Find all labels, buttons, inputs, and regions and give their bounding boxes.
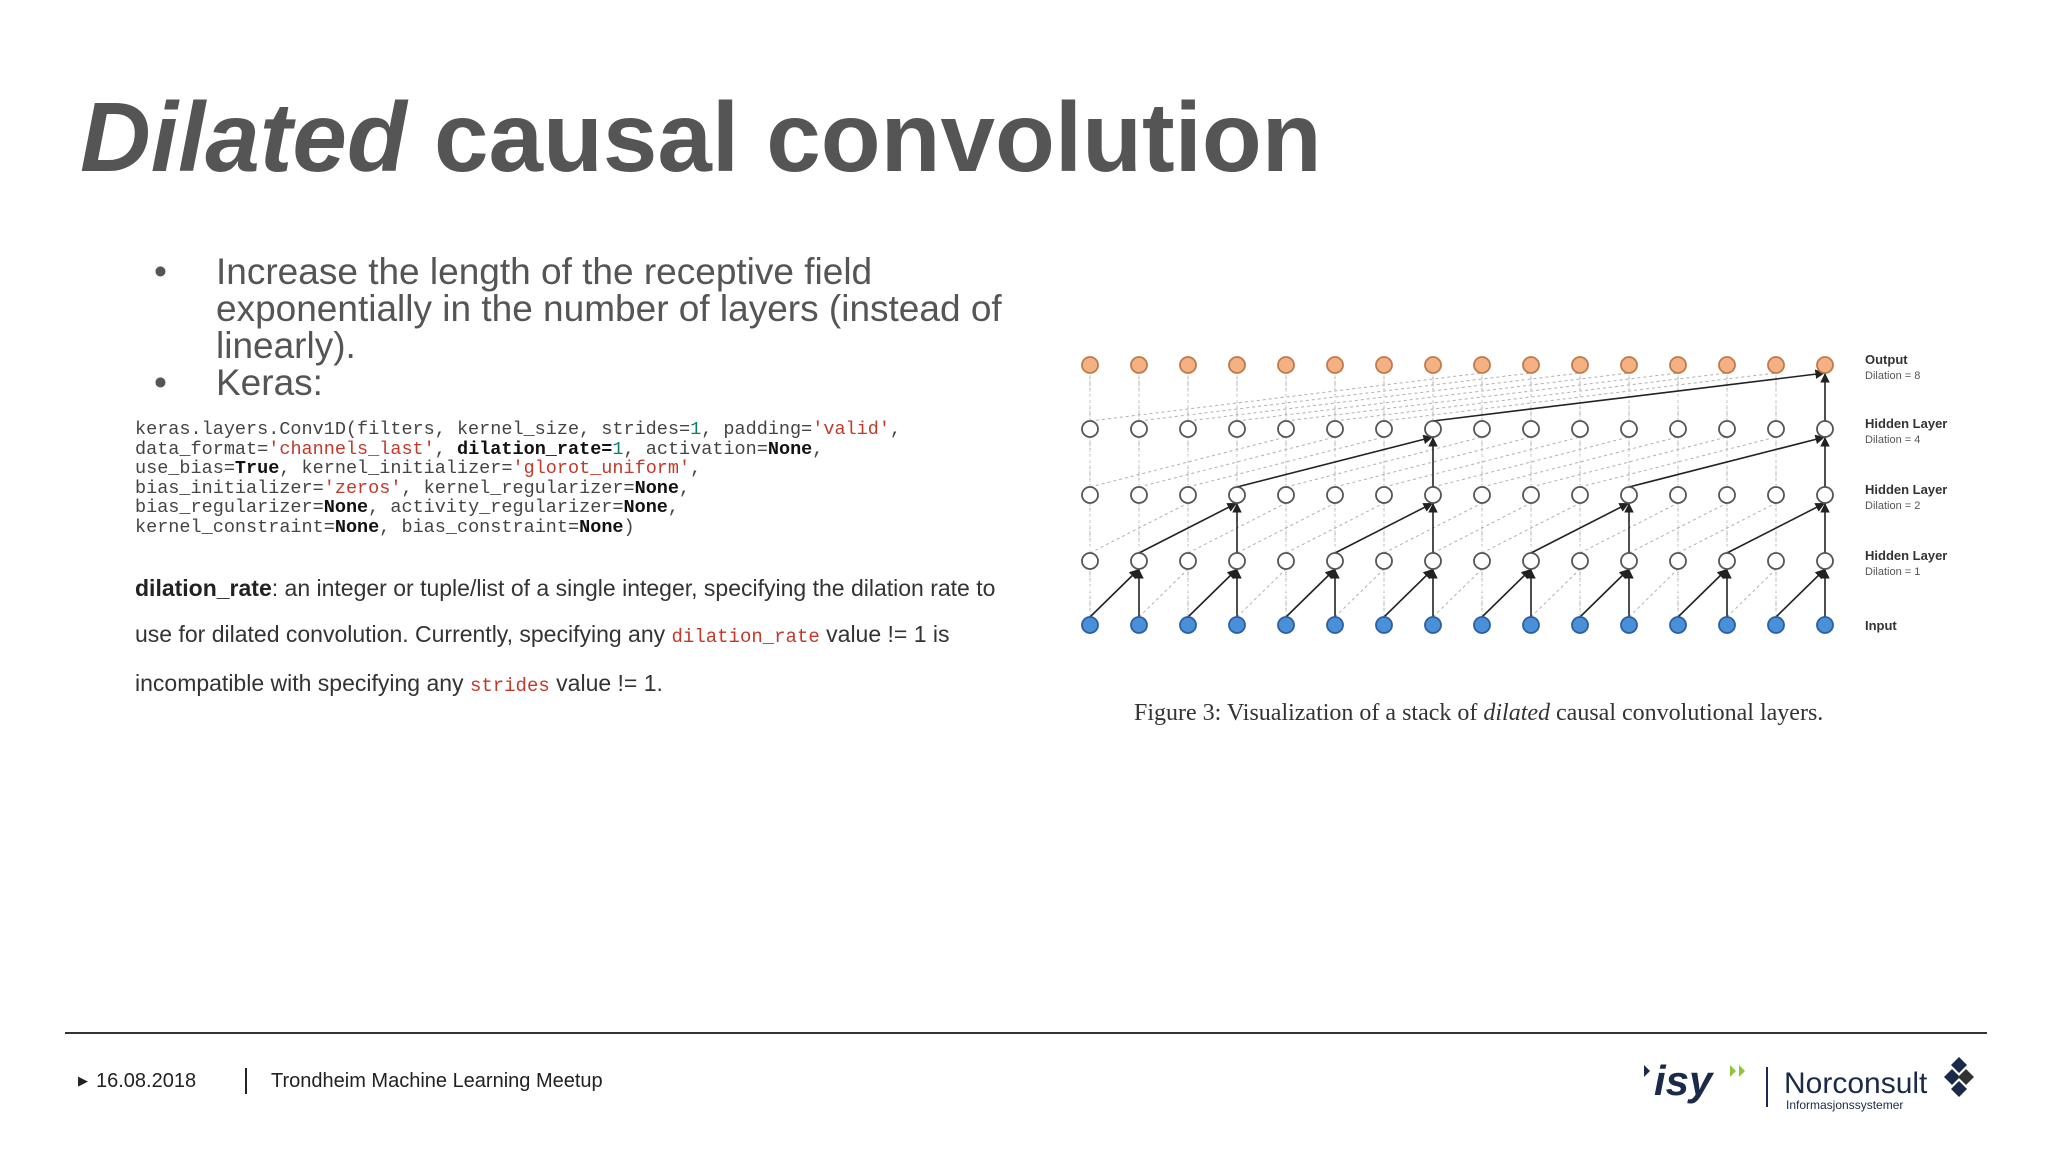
neuron-node: [1523, 487, 1539, 503]
code-token: , kernel_initializer=: [279, 458, 513, 480]
code-token: bias_initializer=: [135, 477, 324, 499]
neuron-node: [1572, 357, 1588, 373]
neuron-node: [1180, 617, 1196, 633]
layer-0-nodes: [1082, 357, 1833, 373]
description-part3: value != 1.: [549, 670, 663, 696]
bullet-text-receptive-field: Increase the length of the receptive field exponentially in the number of layers (instead of linearly).: [216, 251, 1002, 366]
isy-logo-icon: [1644, 1057, 1745, 1104]
dashed-link: [1237, 569, 1286, 617]
code-line: [135, 440, 901, 460]
neuron-node: [1670, 487, 1686, 503]
neuron-node: [1278, 553, 1294, 569]
neuron-node: [1572, 421, 1588, 437]
dashed-link: [1531, 569, 1580, 617]
neuron-node: [1719, 487, 1735, 503]
code-token: 'zeros': [323, 477, 402, 499]
arrow-link: [1776, 569, 1825, 617]
description-term: dilation_rate: [135, 575, 272, 601]
arrow-link: [1678, 569, 1727, 617]
bullet-item: [150, 253, 1030, 364]
code-line: [135, 420, 901, 440]
neuron-node: [1082, 421, 1098, 437]
neuron-node: [1523, 421, 1539, 437]
code-token: 'channels_last': [268, 438, 435, 460]
layer-label: Hidden Layer: [1865, 548, 1948, 563]
code-token: kernel_constraint=: [135, 516, 335, 538]
code-token: 1: [612, 438, 624, 460]
footer-date: [78, 1070, 196, 1093]
neuron-node: [1425, 357, 1441, 373]
layer-4-nodes: [1082, 617, 1833, 633]
neuron-node: [1670, 553, 1686, 569]
neuron-node: [1425, 617, 1441, 633]
neuron-node: [1425, 487, 1441, 503]
neuron-node: [1229, 487, 1245, 503]
neuron-node: [1278, 617, 1294, 633]
description-code-dilation-rate: dilation_rate: [671, 626, 820, 648]
neuron-node: [1817, 357, 1833, 373]
neuron-node: [1131, 487, 1147, 503]
caption-italic: dilated: [1483, 700, 1551, 726]
neuron-node: [1474, 553, 1490, 569]
neuron-node: [1376, 487, 1392, 503]
neuron-node: [1670, 617, 1686, 633]
neuron-node: [1327, 487, 1343, 503]
neuron-node: [1474, 357, 1490, 373]
layer-label: Output: [1865, 352, 1908, 367]
arrow-link: [1580, 569, 1629, 617]
code-token: 1: [690, 419, 702, 440]
dashed-link: [1139, 569, 1188, 617]
neuron-node: [1082, 617, 1098, 633]
layer-dilation-label: Dilation = 4: [1865, 434, 1921, 446]
arrow-link: [1286, 569, 1335, 617]
solid-arrows: [1090, 373, 1825, 617]
code-token: True: [234, 458, 280, 480]
code-token: None: [767, 438, 813, 460]
neuron-node: [1670, 421, 1686, 437]
code-token: bias_regularizer=: [135, 497, 324, 519]
code-token: None: [579, 516, 624, 538]
layer-dilation-label: Dilation = 2: [1865, 500, 1921, 512]
code-token: None: [623, 497, 668, 519]
code-token: use_bias=: [135, 458, 235, 480]
code-token: ,: [690, 458, 702, 480]
code-token: None: [334, 516, 380, 538]
layer-label: Hidden Layer: [1865, 482, 1948, 497]
bullet-text-keras: Keras:: [216, 362, 323, 403]
code-token: ): [623, 516, 635, 538]
code-token: None: [634, 477, 680, 499]
neuron-node: [1278, 421, 1294, 437]
logo-company-text: Norconsult: [1784, 1067, 1928, 1100]
neuron-node: [1082, 553, 1098, 569]
code-line: [135, 498, 901, 518]
code-line: [135, 518, 901, 538]
dilation-rate-description: [135, 565, 1015, 709]
neuron-node: [1131, 421, 1147, 437]
logo-sub-text: Informasjonssystemer: [1786, 1098, 1904, 1112]
arrow-link: [1188, 569, 1237, 617]
vertical-guides: [1090, 365, 1825, 625]
footer-event: Trondheim Machine Learning Meetup: [271, 1070, 603, 1092]
neuron-node: [1131, 617, 1147, 633]
code-token: 'glorot_uniform': [512, 458, 691, 480]
bullet-marker: •: [154, 251, 167, 292]
neuron-node: [1768, 357, 1784, 373]
neuron-node: [1425, 553, 1441, 569]
dilated-convolution-figure: [1060, 335, 1980, 655]
neuron-node: [1768, 553, 1784, 569]
neuron-node: [1817, 487, 1833, 503]
neuron-node: [1131, 553, 1147, 569]
code-token: , activation=: [623, 438, 768, 460]
neuron-node: [1719, 617, 1735, 633]
neuron-node: [1278, 357, 1294, 373]
neuron-node: [1719, 421, 1735, 437]
neuron-node: [1229, 357, 1245, 373]
arrow-link: [1384, 569, 1433, 617]
caption-prefix: Figure 3: Visualization of a stack of: [1134, 700, 1484, 726]
code-token: dilation_rate=: [456, 438, 613, 460]
code-block: [135, 420, 901, 538]
code-token: , bias_constraint=: [379, 516, 580, 538]
neuron-node: [1180, 421, 1196, 437]
neuron-node: [1474, 421, 1490, 437]
dashed-link: [1433, 569, 1482, 617]
neuron-node: [1817, 553, 1833, 569]
neuron-node: [1376, 553, 1392, 569]
description-part1: : an integer or tuple/list of a single integer, specifying the dilation rate to use for dilated convolution. Currently, specifying any: [135, 575, 996, 647]
footer-date-text: 16.08.2018: [96, 1070, 197, 1092]
neuron-node: [1768, 617, 1784, 633]
neuron-node: [1572, 617, 1588, 633]
logo-isy-text: isy: [1654, 1057, 1713, 1104]
layer-label: Input: [1865, 618, 1897, 633]
code-token: ,: [667, 497, 680, 519]
code-token: 'valid': [812, 419, 890, 440]
neuron-node: [1082, 487, 1098, 503]
neuron-node: [1572, 553, 1588, 569]
neuron-node: [1376, 421, 1392, 437]
layer-2-nodes: [1082, 487, 1833, 503]
neuron-node: [1621, 553, 1637, 569]
dashed-link: [1629, 569, 1678, 617]
isy-norconsult-logo: [1640, 1055, 1990, 1115]
code-token: ,: [889, 419, 902, 440]
footer-separator: [245, 1068, 247, 1094]
code-token: , activity_regularizer=: [368, 497, 624, 519]
caption-suffix: causal convolutional layers.: [1550, 700, 1824, 726]
code-token: None: [323, 497, 369, 519]
code-token: ,: [679, 477, 691, 499]
neuron-node: [1817, 421, 1833, 437]
code-line: [135, 459, 901, 479]
title-rest: causal convolution: [406, 82, 1322, 192]
layer-dilation-label: Dilation = 1: [1865, 566, 1921, 578]
slide-title: [80, 82, 1322, 192]
code-token: data_format=: [135, 438, 269, 460]
neuron-node: [1229, 553, 1245, 569]
neuron-node: [1474, 487, 1490, 503]
neuron-node: [1229, 617, 1245, 633]
neuron-node: [1523, 357, 1539, 373]
neuron-node: [1229, 421, 1245, 437]
neuron-node: [1180, 357, 1196, 373]
layer-1-nodes: [1082, 421, 1833, 437]
neuron-node: [1327, 357, 1343, 373]
footer-divider: [65, 1032, 1987, 1034]
neuron-node: [1425, 421, 1441, 437]
neuron-node: [1131, 357, 1147, 373]
code-line: [135, 479, 901, 499]
title-italic: Dilated: [80, 82, 407, 192]
neuron-node: [1180, 553, 1196, 569]
figure-caption: [1134, 700, 1823, 727]
code-token: , padding=: [701, 419, 813, 440]
layer-3-nodes: [1082, 553, 1833, 569]
description-part2: value != 1 is incompatible with specifying any: [135, 621, 950, 696]
code-token: keras.layers.Conv1D(filters, kernel_size, strides=: [135, 419, 691, 440]
code-token: ,: [812, 438, 824, 460]
neuron-node: [1327, 421, 1343, 437]
neuron-node: [1278, 487, 1294, 503]
neuron-node: [1572, 487, 1588, 503]
code-token: ,: [434, 438, 457, 460]
neuron-node: [1376, 357, 1392, 373]
neuron-node: [1327, 553, 1343, 569]
neuron-node: [1621, 617, 1637, 633]
triangle-icon: ▶: [78, 1073, 88, 1088]
neuron-node: [1523, 617, 1539, 633]
neuron-node: [1376, 617, 1392, 633]
description-code-strides: strides: [469, 675, 550, 697]
neuron-node: [1719, 553, 1735, 569]
neuron-node: [1768, 487, 1784, 503]
neuron-node: [1180, 487, 1196, 503]
norconsult-diamond-icon: [1944, 1057, 1974, 1097]
layer-dilation-label: Dilation = 8: [1865, 370, 1921, 382]
neuron-node: [1621, 487, 1637, 503]
neuron-node: [1621, 357, 1637, 373]
neuron-node: [1768, 421, 1784, 437]
layer-label: Hidden Layer: [1865, 416, 1948, 431]
bullet-list: [150, 253, 1030, 401]
neuron-node: [1670, 357, 1686, 373]
bullet-item: [150, 364, 1030, 401]
dashed-link: [1335, 569, 1384, 617]
neuron-node: [1621, 421, 1637, 437]
neuron-node: [1082, 357, 1098, 373]
arrow-link: [1090, 569, 1139, 617]
neuron-node: [1817, 617, 1833, 633]
dashed-link: [1727, 569, 1776, 617]
bullet-marker: •: [154, 362, 167, 403]
neuron-node: [1523, 553, 1539, 569]
arrow-link: [1482, 569, 1531, 617]
neuron-node: [1474, 617, 1490, 633]
neuron-node: [1719, 357, 1735, 373]
neuron-node: [1327, 617, 1343, 633]
code-token: , kernel_regularizer=: [401, 477, 635, 499]
